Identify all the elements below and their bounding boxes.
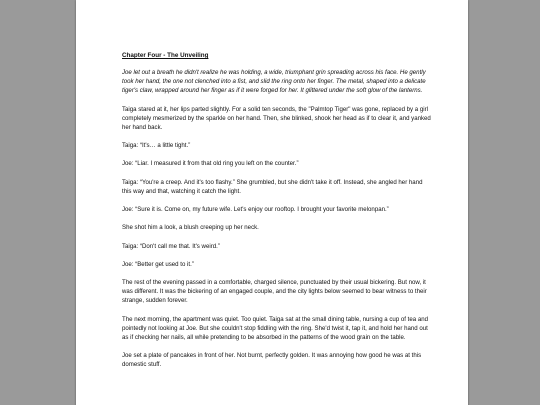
paragraph-1: Joe let out a breath he didn't realize he was holding, a wide, triumphant grin spreading across his face. He gently took her hand, the one not clenched into a fist, and slid the ring onto her finger. The metal, shaped into a delicate tiger's claw, wrapped around her finger as if it were forged for her. It glittered under the soft glow of the lanterns. [122, 69, 426, 95]
paragraph-6: Joe: “Sure it is. Come on, my future wife. Let's enjoy our rooftop. I brought your favorite melonpan.” [122, 205, 389, 213]
paragraph-5: Taiga: “You're a creep. And it's too flashy.” She grumbled, but she didn't take it off. Instead, she angled her hand this way and that, watching it catch the light. [122, 178, 423, 195]
paragraph-11: The next morning, the apartment was quiet. Too quiet. Taiga sat at the small dining table, nursing a cup of tea and pointedly not looking at Joe. But she couldn't stop fiddling with the ring. She'd twist it, tap it, and hold her hand out as if checking her nails, all while pretending to be absorbed in the patterns of the wood grain on the table. [122, 315, 429, 341]
paragraph-12: Joe set a plate of pancakes in front of her. Not burnt, perfectly golden. It was annoying how good he was at this domestic stuff. [122, 352, 422, 369]
chapter-title: Chapter Four - The Unveiling [122, 52, 209, 59]
paragraph-4: Joe: “Liar. I measured it from that old ring you left on the counter.” [122, 160, 299, 168]
paragraph-8: Taiga: “Don't call me that. It's weird.” [122, 242, 220, 250]
document-page [76, 0, 468, 405]
paragraph-3: Taiga: “It's… a little tight.” [122, 142, 191, 150]
paragraph-7: She shot him a look, a blush creeping up her neck. [122, 224, 259, 232]
paragraph-10: The rest of the evening passed in a comfortable, charged silence, punctuated by their usual bickering. But now, it was different. It was the bickering of an engaged couple, and the city lights below seemed to bear witness to their strange, sudden forever. [122, 279, 427, 305]
paragraph-2: Taiga stared at it, her lips parted slightly. For a solid ten seconds, the "Palmtop Tiger" was gone, replaced by a girl completely mesmerized by the sparkle on her hand. Then, she blinked, shook her head as if to clear it, and yanked her hand back. [122, 105, 431, 131]
paragraph-9: Joe: “Better get used to it.” [122, 260, 194, 268]
page-content [122, 51, 432, 378]
